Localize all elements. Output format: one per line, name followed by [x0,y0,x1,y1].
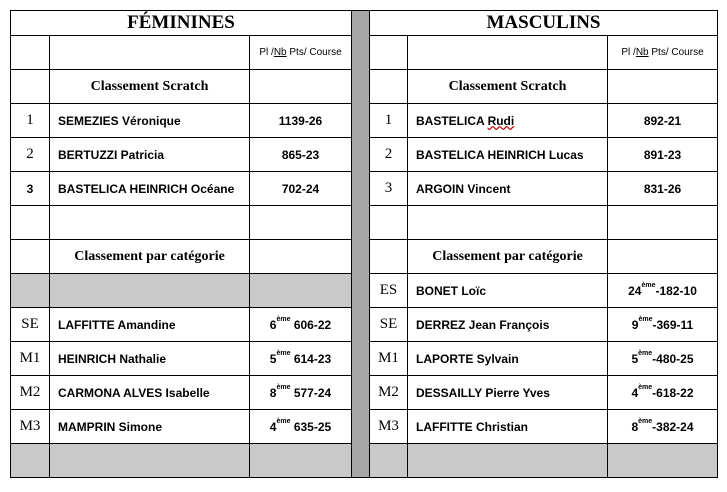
fem-category: M2 [11,376,50,410]
fem-score: 5ème 614-23 [250,342,352,376]
fem-category: M3 [11,410,50,444]
masc-score: 4ème-618-22 [608,376,718,410]
fem-rank: 1 [11,104,50,138]
fem-name: MAMPRIN Simone [50,410,250,444]
masc-score: 8ème-382-24 [608,410,718,444]
masc-name: DESSAILLY Pierre Yves [408,376,608,410]
fem-category-heading: Classement par catégorie [50,240,250,274]
masc-name: ARGOIN Vincent [408,172,608,206]
masc-rank: 2 [370,138,408,172]
fem-score: 6ème 606-22 [250,308,352,342]
fem-name: BASTELICA HEINRICH Océane [50,172,250,206]
column-separator [352,11,370,478]
title-row [11,11,718,36]
masc-category: M2 [370,376,408,410]
masc-points-header: Pl /Nb Pts/ Course [608,36,718,70]
masc-category: SE [370,308,408,342]
fem-name: SEMEZIES Véronique [50,104,250,138]
masc-name: LAFFITTE Christian [408,410,608,444]
masc-score: 9ème-369-11 [608,308,718,342]
fem-score: 8ème 577-24 [250,376,352,410]
fem-score: 1139-26 [250,104,352,138]
masc-name: DERREZ Jean François [408,308,608,342]
masc-name: BASTELICA Rudi [408,104,608,138]
results-sheet [10,10,718,478]
masc-name: LAPORTE Sylvain [408,342,608,376]
fem-rank: 3 [11,172,50,206]
feminines-title: FÉMININES [11,11,352,36]
masc-name: BONET Loïc [408,274,608,308]
fem-score: 4ème 635-25 [250,410,352,444]
masc-category: M1 [370,342,408,376]
masc-rank: 1 [370,104,408,138]
fem-rank: 2 [11,138,50,172]
masc-score: 24ème-182-10 [608,274,718,308]
masc-rank: 3 [370,172,408,206]
fem-category: SE [11,308,50,342]
fem-scratch-heading: Classement Scratch [50,70,250,104]
masc-name: BASTELICA HEINRICH Lucas [408,138,608,172]
fem-points-header: Pl /Nb Pts/ Course [250,36,352,70]
fem-name: CARMONA ALVES Isabelle [50,376,250,410]
masc-category-heading: Classement par catégorie [408,240,608,274]
masc-category: M3 [370,410,408,444]
fem-score: 865-23 [250,138,352,172]
fem-name: LAFFITTE Amandine [50,308,250,342]
masc-category: ES [370,274,408,308]
masculins-title: MASCULINS [370,11,718,36]
masc-score: 891-23 [608,138,718,172]
fem-name: BERTUZZI Patricia [50,138,250,172]
fem-name: HEINRICH Nathalie [50,342,250,376]
fem-score: 702-24 [250,172,352,206]
results-table [10,10,718,478]
masc-score: 892-21 [608,104,718,138]
masc-score: 5ème-480-25 [608,342,718,376]
fem-category: M1 [11,342,50,376]
masc-score: 831-26 [608,172,718,206]
masc-scratch-heading: Classement Scratch [408,70,608,104]
